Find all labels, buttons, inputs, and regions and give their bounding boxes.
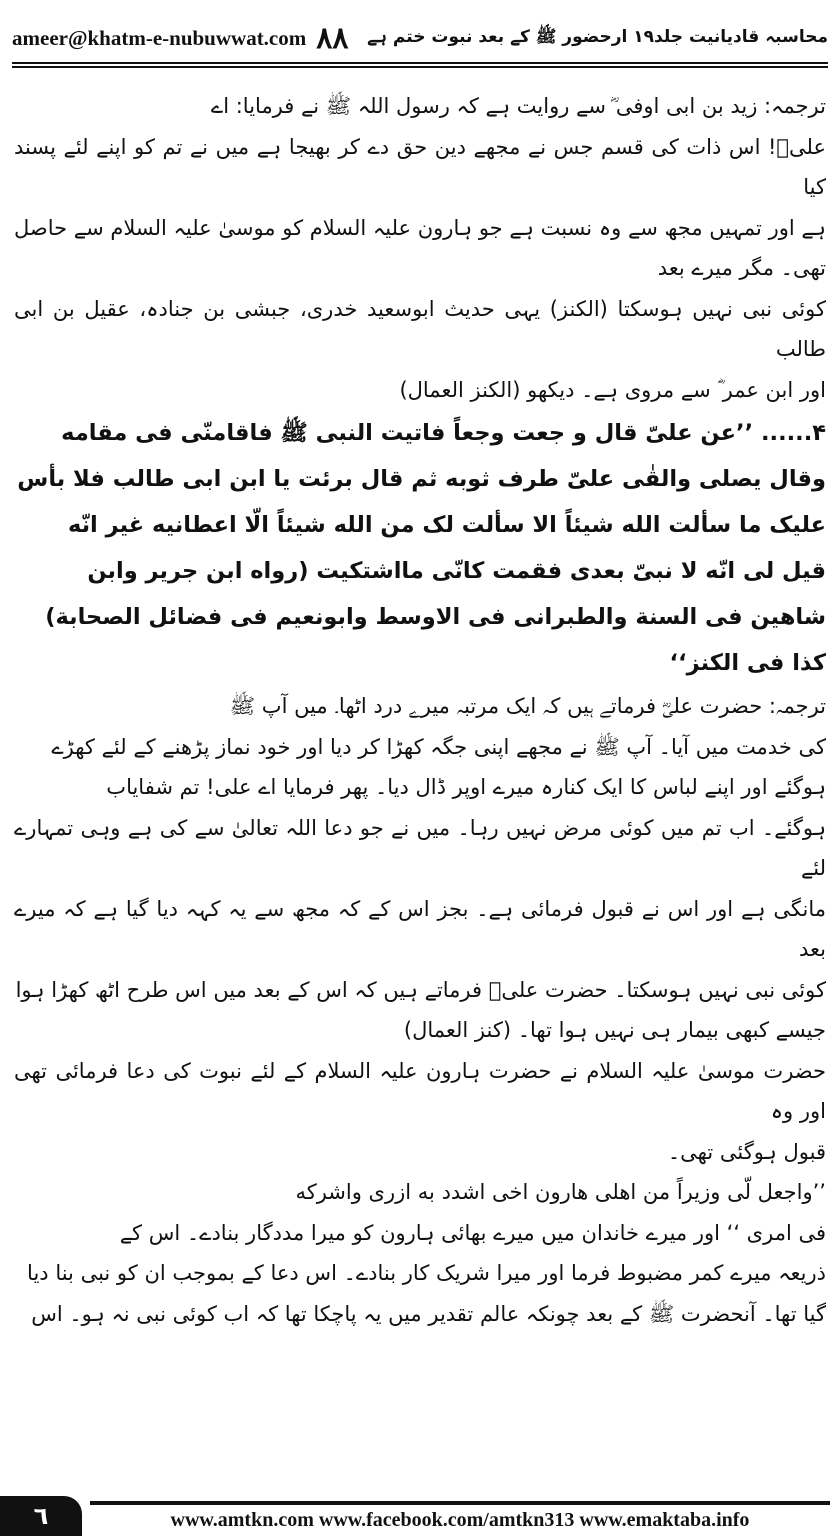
translation-paragraph-1: ترجمہ: زید بن ابی اوفی ؓ سے روایت ہے کہ رسول اللہ ﷺ نے فرمایا: اے علیؓ! اس ذات کی قسم جس نے مجھے دین حق دے کر بھیجا ہے میں نے تم کو اپنے لئے پسند کیا ہے اور تمہیں مجھ سے وہ نسبت ہے جو ہارون علیہ السلام کو موسیٰ علیہ السلام سے حاصل تھی۔ مگر میرے بعد کوئی نبی نہیں ہوسکتا (الکنز) یہی حدیث ابوسعید خدری، جبشی بن جنادہ، عقیل بن ابی طالب اور ابن عمر ؓ سے مروی ہے۔ دیکھو (الکنز العمال) [14, 94, 826, 402]
quran-verse-paragraph: ’’واجعل لّی وزیراً من اهلی هارون اخی اشدد به ازری واشرکه فی امری ‘‘ اور میرے خاندان میں میرے بھائی ہارون کو میرا مددگار بنادے۔ اس کے ذریعہ میرے کمر مضبوط فرما اور میرا شریک کار بنادے۔ اس دعا کے بموجب ان کو نبی بنا دیا گیا تھا۔ آنحضرت ﷺ کے بعد چونکہ عالم تقدیر میں یہ پاچکا تھا کہ اب کوئی نبی نہ ہو۔ اس [27, 1180, 826, 1326]
page-header [12, 14, 828, 68]
page-body [14, 86, 826, 1480]
header-email[interactable]: ameer@khatm-e-nubuwwat.com [12, 25, 307, 50]
arabic-hadith-4: ۴...... ’’عن علیّ قال و جعت وجعاً فاتیت النبی ﷺ فاقامنّی فی مقامه وقال یصلی والقٰی علیّ طرف ثوبه ثم قال برئت یا ابن ابی طالب فلا بأس علیک ما سألت الله شیئاً الا سألت لک من الله شیئاً الّا اعطانیه غیر انّه قیل لی انّه لا نبیّ بعدی فقمت کانّی مااشتکیت (رواه ابن جریر وابن شاهین فی السنة والطبرانی فی الاوسط وابونعیم فی فضائل الصحابة) کذا فی الکنز‘‘ [17, 420, 826, 676]
volume-number-badge: ٦ [0, 1496, 82, 1536]
book-title: محاسبہ قادیانیت جلد۱۹ ارحضور ﷺ کے بعد نبوت ختم ہے [367, 26, 828, 47]
header-left [12, 21, 358, 56]
footer-links[interactable]: www.amtkn.com www.facebook.com/amtkn313 www.emaktaba.info [90, 1501, 830, 1532]
page-number: ۸۸ [316, 21, 349, 55]
translation-paragraph-2: ترجمہ: حضرت علیؓ فرماتے ہیں کہ ایک مرتبہ میرے درد اٹھا۔ میں آپ ﷺ کی خدمت میں آیا۔ آپ ﷺ نے مجھے اپنی جگہ کھڑا کر دیا اور خود نماز پڑھنے کے لئے کھڑے ہوگئے اور اپنے لباس کا ایک کنارہ میرے اوپر ڈال دیا۔ پھر فرمایا اے علی! تم شفایاب ہوگئے۔ اب تم میں کوئی مرض نہیں رہا۔ میں نے جو دعا اللہ تعالیٰ سے کی ہے وہی تمہارے لئے مانگی ہے اور اس نے قبول فرمائی ہے۔ بجز اس کے کہ مجھ سے یہ کہہ دیا گیا ہے کہ میرے بعد کوئی نبی نہیں ہوسکتا۔ حضرت علیؓ فرماتے ہیں کہ اس کے بعد میں اس طرح اٹھ کھڑا ہوا جیسے کبھی بیمار ہی نہیں ہوا تھا۔ (کنز العمال) [14, 694, 826, 1042]
page-footer [0, 1492, 840, 1540]
moses-dua-paragraph: حضرت موسیٰ علیہ السلام نے حضرت ہارون علیہ السلام کے لئے نبوت کی دعا فرمائی تھی اور وہ قبول ہوگئی تھی۔ [14, 1058, 826, 1164]
